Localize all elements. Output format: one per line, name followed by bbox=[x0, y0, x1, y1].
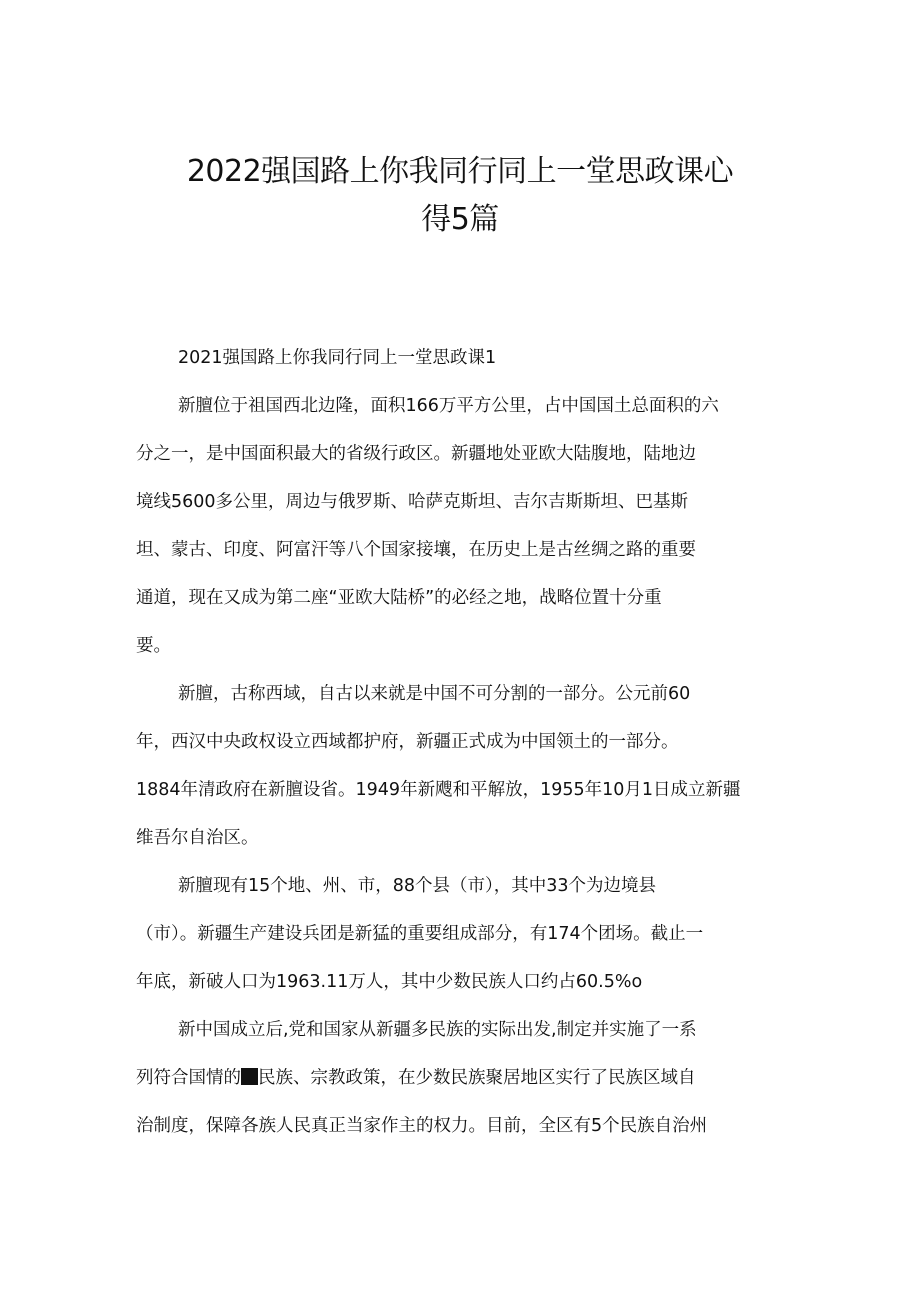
paragraph-line-part: 列符合国情的 bbox=[136, 1068, 241, 1088]
paragraph-line: 新膻现有15个地、州、市，88个县（市），其中33个为边境县 bbox=[178, 876, 657, 896]
paragraph-line: （市）。新疆生产建设兵团是新猛的重要组成部分，有174个团场。截止一 bbox=[136, 924, 704, 944]
paragraph-line-part: 民族、宗教政策，在少数民族聚居地区实行了民族区域自 bbox=[258, 1068, 696, 1088]
paragraph-line: 新中国成立后,党和国家从新疆多民族的实际出发,制定并实施了一系 bbox=[178, 1020, 697, 1040]
paragraph-line: 治制度，保障各族人民真正当家作主的权力。目前，全区有5个民族自治州 bbox=[136, 1116, 708, 1136]
paragraph-line: 1884年清政府在新膻设省。1949年新飕和平解放，1955年10月1日成立新疆 bbox=[136, 780, 741, 800]
paragraph-2 bbox=[136, 670, 798, 862]
paragraph-line: 分之一，是中国面积最大的省级行政区。新疆地处亚欧大陆腹地，陆地边 bbox=[136, 444, 696, 464]
paragraph-4 bbox=[136, 1006, 798, 1150]
paragraph-line-with-mark bbox=[136, 1054, 798, 1102]
paragraph-line: 通道，现在又成为第二座“亚欧大陆桥”的必经之地，战略位置十分重 bbox=[136, 588, 662, 608]
paragraph-line: 坦、蒙古、印度、阿富汗等八个国家接壤，在历史上是古丝绸之路的重要 bbox=[136, 540, 696, 560]
section-heading: 2021强国路上你我同行同上一堂思政课1 bbox=[178, 348, 497, 368]
paragraph-line: 年，西汉中央政权设立西域都护府，新疆正式成为中国领土的一部分。 bbox=[136, 732, 679, 752]
paragraph-line: 维吾尔自治区。 bbox=[136, 828, 259, 848]
paragraph-line: 新膻，古称西域，自古以来就是中国不可分割的一部分。公元前60 bbox=[178, 684, 691, 704]
paragraph-3 bbox=[136, 862, 798, 1006]
paragraph-line: 要。 bbox=[136, 636, 171, 656]
paragraph-line: 新膻位于祖国西北边隆，面积166万平方公里，占中国国土总面积的六 bbox=[178, 396, 719, 416]
document-title-line-2: 得5篇 bbox=[421, 202, 499, 237]
paragraph-line: 年底，新破人口为1963.11万人，其中少数民族人口约占60.5%o bbox=[136, 972, 643, 992]
paragraph-1 bbox=[136, 382, 798, 670]
document-title bbox=[120, 148, 800, 244]
black-square-mark bbox=[241, 1068, 258, 1085]
document-title-line-1: 2022强国路上你我同行同上一堂思政课心 bbox=[186, 154, 734, 189]
paragraph-line: 境线5600多公里，周边与俄罗斯、哈萨克斯坦、吉尔吉斯斯坦、巴基斯 bbox=[136, 492, 689, 512]
